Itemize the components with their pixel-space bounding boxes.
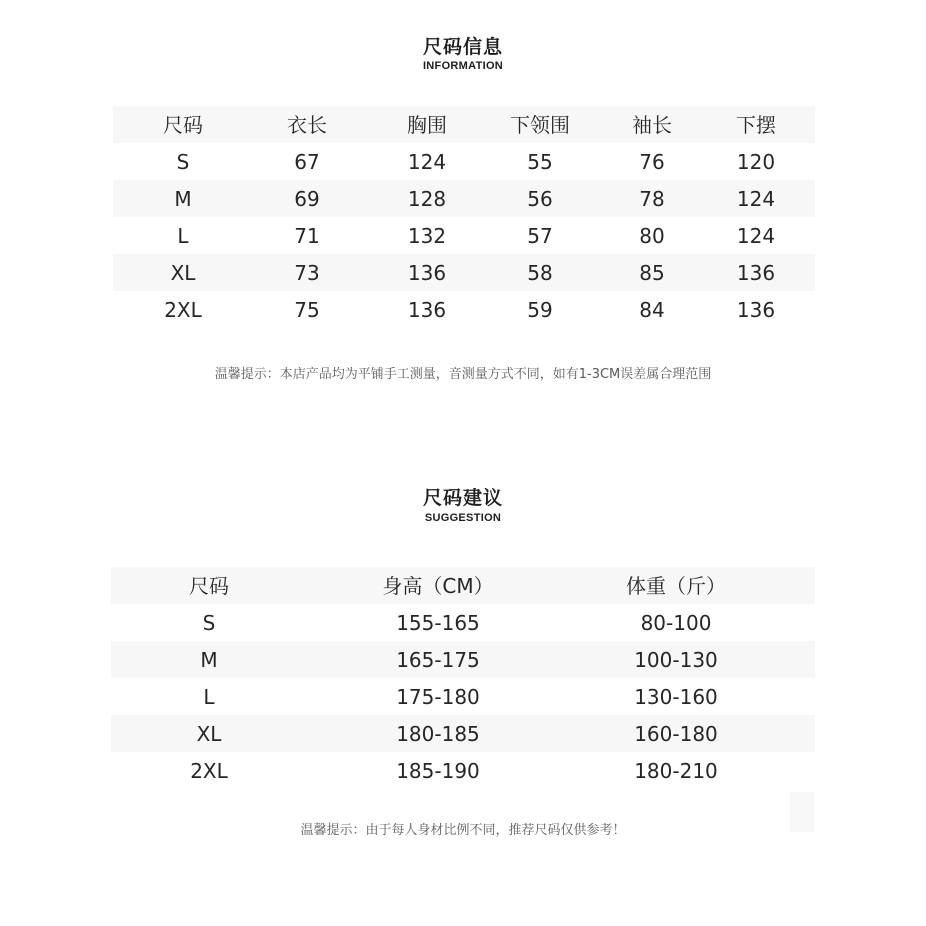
table-cell: 57 [527,224,553,248]
suggestion-note: 温馨提示：由于每人身材比例不同，推荐尺码仅供参考！ [300,823,626,838]
table-cell: 120 [736,150,776,174]
table-cell: 2XL [164,298,202,322]
size-info-table [113,106,815,328]
size-suggestion-table [111,567,815,789]
table-cell: 85 [639,261,665,285]
table-cell: 155-165 [396,611,480,635]
table-row [111,604,815,641]
table-row [113,291,815,328]
info-subtitle: INFORMATION [422,60,504,72]
table-cell: 78 [639,187,665,211]
header-cell: 胸围 [407,113,447,137]
table-row [113,180,815,217]
table-cell: 175-180 [396,685,480,709]
table-cell: 185-190 [396,759,480,783]
table-row [113,254,815,291]
table-cell: 100-130 [634,648,718,672]
table-cell: 76 [639,150,665,174]
header-cell: 身高（CM） [382,574,494,598]
table-cell: M [200,648,218,672]
table-cell: 124 [407,150,447,174]
table-cell: 73 [294,261,320,285]
table-cell: L [177,224,189,248]
table-row [111,752,815,789]
header-cell: 尺码 [189,574,229,598]
table-cell: 180-185 [396,722,480,746]
table-row [111,678,815,715]
corner-decoration [790,792,814,832]
table-cell: 165-175 [396,648,480,672]
header-cell: 体重（斤） [626,574,726,598]
table-cell: S [202,611,216,635]
table-cell: 180-210 [634,759,718,783]
table-cell: 55 [527,150,553,174]
table-cell: 67 [294,150,320,174]
table-cell: 75 [294,298,320,322]
table-header-row [111,567,815,604]
table-cell: 160-180 [634,722,718,746]
table-cell: 80 [639,224,665,248]
suggestion-subtitle: SUGGESTION [424,512,502,524]
table-cell: 59 [527,298,553,322]
table-cell: XL [196,722,222,746]
table-cell: 132 [407,224,447,248]
table-cell: 130-160 [634,685,718,709]
table-header-row [113,106,815,143]
table-cell: L [203,685,215,709]
info-note: 温馨提示：本店产品均为平铺手工测量，音测量方式不同，如有1-3CM误差属合理范围 [214,367,712,382]
table-cell: 80-100 [640,611,712,635]
table-cell: 2XL [190,759,228,783]
suggestion-title: 尺码建议 [422,487,503,509]
table-cell: XL [170,261,196,285]
header-cell: 衣长 [287,113,327,137]
table-cell: S [176,150,190,174]
header-cell: 下领围 [510,113,570,137]
header-cell: 袖长 [632,113,672,137]
header-cell: 下摆 [736,113,776,137]
table-cell: 69 [294,187,320,211]
table-cell: 124 [736,187,776,211]
table-row [113,217,815,254]
table-cell: M [174,187,192,211]
table-cell: 136 [736,298,776,322]
table-cell: 124 [736,224,776,248]
table-cell: 84 [639,298,665,322]
table-row [113,143,815,180]
table-cell: 136 [736,261,776,285]
info-title: 尺码信息 [422,36,503,58]
table-cell: 136 [407,261,447,285]
table-cell: 56 [527,187,553,211]
table-cell: 58 [527,261,553,285]
table-cell: 128 [407,187,447,211]
table-cell: 71 [294,224,320,248]
table-cell: 136 [407,298,447,322]
header-cell: 尺码 [163,113,203,137]
table-row [111,641,815,678]
table-row [111,715,815,752]
